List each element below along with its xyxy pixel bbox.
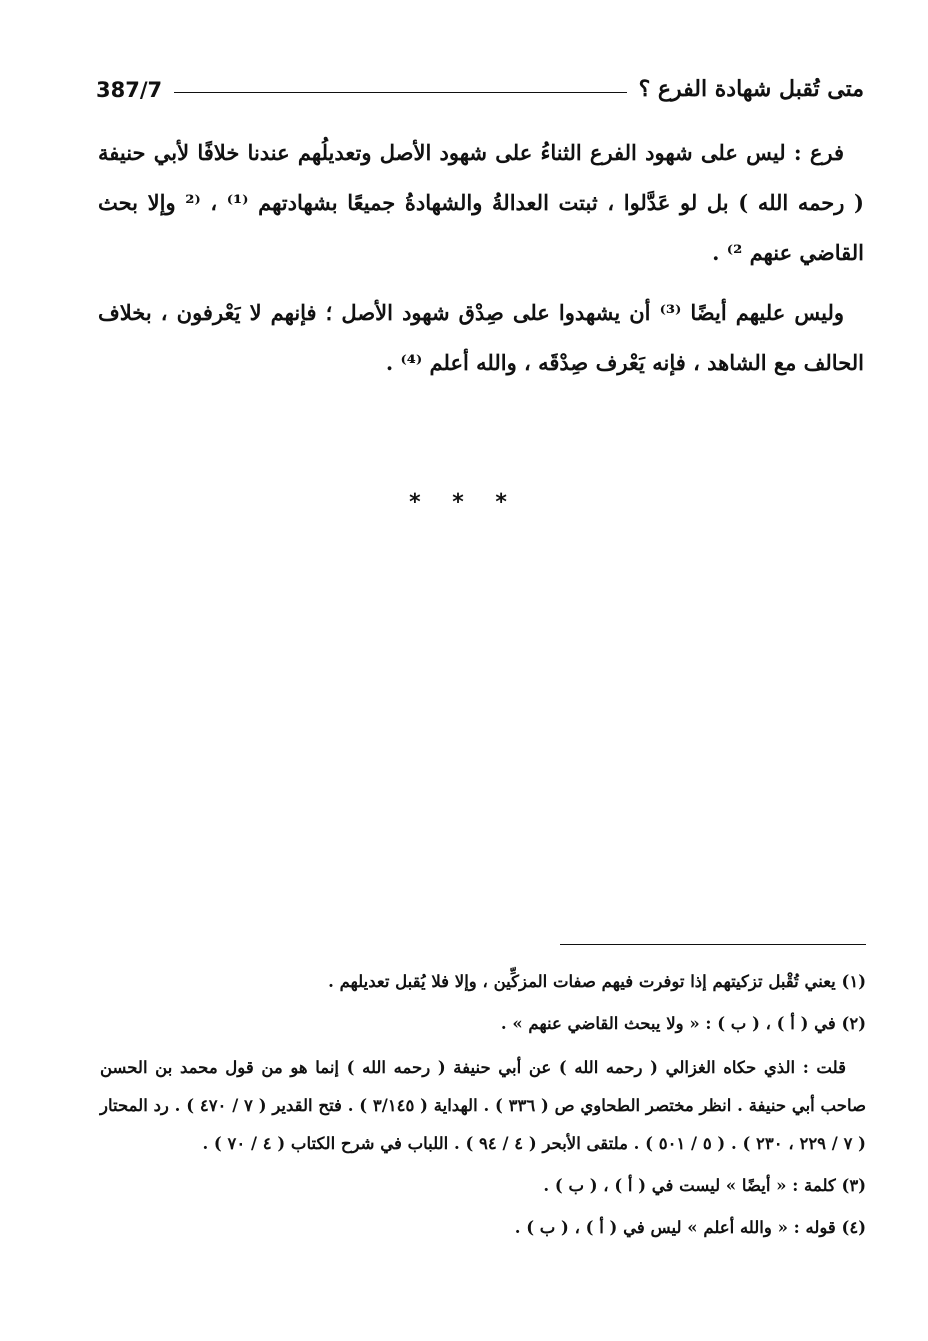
footnote-3: (٣) كلمة : « أيضًا » ليست في ( أ ) ، ( ب ) . <box>543 1176 866 1195</box>
main-text <box>98 128 864 398</box>
footnote-1: (١) يعني تُقْبل تزكيتهم إذا توفرت فيهم صفات المزكِّين ، وإلا فلا يُقبل تعديلهم . <box>328 972 866 991</box>
running-header <box>96 62 864 102</box>
header-rule <box>174 92 626 93</box>
footnote-2-note: قلت : الذي حكاه الغزالي ( رحمه الله ) عن أبي حنيفة ( رحمه الله ) إنما هو من قول محمد بن الحسن صاحب أبي حنيفة . انظر مختصر الطحاوي ص ( ٣٣٦ ) . الهداية ( ٣/١٤٥ ) . فتح القدير ( ٧ / ٤٧٠ ) . رد المحتار ( ٧ / ٢٢٩ ، ٢٣٠ ) . ( ٥ / ٥٠١ ) . ملتقى الأبحر ( ٤ / ٩٤ ) . اللباب في شرح الكتاب ( ٤ / ٧٠ ) . <box>100 1058 867 1153</box>
footnote-rule <box>560 944 866 945</box>
footnote-2: (٢) في ( أ ) ، ( ب ) : « ولا يبحث القاضي عنهم » . <box>500 1014 866 1033</box>
footnotes <box>100 963 866 1251</box>
footnote-4: (٤) قوله : « والله أعلم » ليس في ( أ ) ، ( ب ) . <box>514 1218 866 1237</box>
page-number: 387/7 <box>96 78 163 102</box>
paragraph-far: فرع : ليس على شهود الفرع الثناءُ على شهود الأصل وتعديلُهم عندنا خلافًا لأبي حنيفة ( رحمه الله ) بل لو عَدَّلوا ، ثبتت العدالةُ والشهادةُ جميعًا بشهادتهم ⁽¹⁾ ، ⁽² وإلا بحث القاضي عنهم ²⁾ . <box>98 140 864 265</box>
running-title: متى تُقبل شهادة الفرع ؟ <box>638 76 864 102</box>
paragraph-wa-laysa: وليس عليهم أيضًا ⁽³⁾ أن يشهدوا على صِدْق شهود الأصل ؛ فإنهم لا يَعْرفون ، بخلاف الحالف مع الشاهد ، فإنه يَعْرف صِدْقَه ، والله أعلم ⁽⁴⁾ . <box>98 300 864 375</box>
section-separator: * * * <box>409 490 519 515</box>
